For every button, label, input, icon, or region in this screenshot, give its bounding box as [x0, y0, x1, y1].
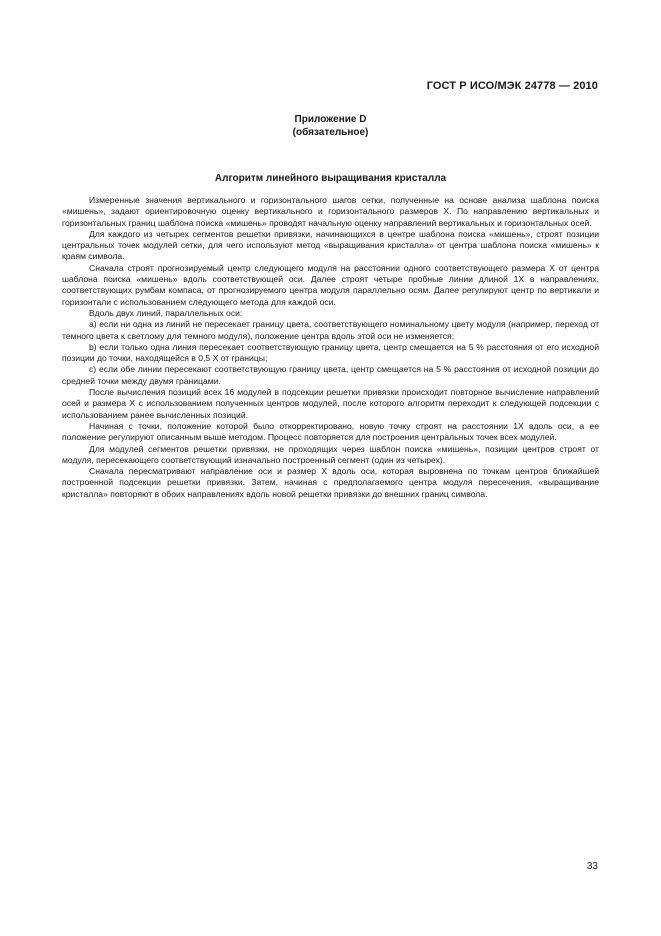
- paragraph: Для каждого из четырех сегментов решетки привязки, начинающихся в центре шаблона поиска «мишень», строят позиции центральных точек модулей сетки, для чего используют метод «выращивания кристалла» от центра шаблона поиска «мишень» к краям символа.: [62, 228, 599, 262]
- document-code-header: ГОСТ Р ИСО/МЭК 24778 — 2010: [426, 80, 598, 92]
- appendix-subtitle: (обязательное): [292, 126, 369, 138]
- paragraph: Для модулей сегментов решетки привязки, не проходящих через шаблон поиска «мишень», позиции центров строят от модуля, пересекающего соответствующий изначально построенный сегмент (один из четырех).: [62, 443, 599, 465]
- list-item-a: a) если ни одна из линий не пересекает границу цвета, соответствующего номинальному цвету модуля (например, переход от темного цвета к светлому для темного модуля), положение центра вдоль этой оси не изменяется;: [62, 319, 599, 341]
- list-item-c: c) если обе линии пересекают соответствующую границу цвета, центр смещается на 5 % расстояния от исходной позиции до средней точки между двумя границами.: [62, 364, 599, 386]
- paragraph: После вычисления позиций всех 16 модулей в подсекции решетки привязки происходит повторное вычисление направлений осей и размера X с использованием полученных центров модулей, после которого алгоритм переходит к следующей подсекции с использованием ранее вычисленных позиций.: [62, 387, 599, 420]
- paragraph: Сначала пересматривают направление оси и размер X вдоль оси, которая выровнена по точкам центров ближайшей построенной подсекции решетки привязки. Затем, начиная с предполагаемого центра модуля пересечения, «выращивание кристалла» повторяют в обоих направлениях вдоль новой решетки привязки до внешних границ символа.: [62, 466, 599, 499]
- paragraph: Измеренные значения вертикального и горизонтального шагов сетки, полученные на основе анализа шаблона поиска «мишень», задают ориентировочную оценку вертикального и горизонтального размеров X. По направлению вертикальных и горизонтальных границ шаблона поиска «мишень» проводят начальную оценку направлений вертикальных и горизонтальных осей.: [62, 195, 599, 228]
- paragraph: Начиная с точки, положение которой было откорректировано, новую точку строят на расстоянии 1X вдоль оси, а ее положение регулируют описанным выше методом. Процесс повторяется для построения центральных точек всех модулей.: [62, 420, 599, 443]
- section-title: Алгоритм линейного выращивания кристалла: [214, 173, 447, 184]
- body-text: [62, 195, 599, 500]
- appendix-title: Приложение D: [294, 114, 367, 125]
- page-number: 33: [586, 861, 598, 872]
- paragraph: Сначала строят прогнозируемый центр следующего модуля на расстоянии одного соответствующего размера X от центра шаблона поиска «мишень» вдоль соответствующей оси. Далее строят четыре пробные линии длиной 1X в направлениях, соответствующих румбам компаса, от прогнозируемого центра модуля параллельно осям. Далее регулируют центр по вертикали и горизонтали с использованием следующего метода для каждой оси.: [62, 262, 599, 307]
- list-item-b: b) если только одна линия пересекает соответствующую границу цвета, центр смещается на 5 % расстояния от его исходной позиции до точки, находящейся в 0,5 X от границы;: [62, 341, 599, 364]
- paragraph: Вдоль двух линий, параллельных оси:: [89, 307, 243, 318]
- appendix-heading: [0, 114, 661, 139]
